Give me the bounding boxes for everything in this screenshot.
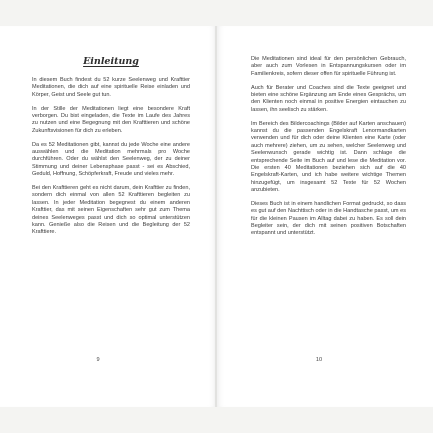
page-number: 10 [315,357,323,363]
paragraph: Bei den Krafttieren geht es nicht darum, dein Krafttier zu finden, sondern dich einmal von allen 52 Krafttieren begleiten zu lassen. In jeder Meditation begegnest du einem anderen Krafttier, das mit seinen Eigenschaften sehr gut zum Thema deines Seelenweges passt und dich so optimal unterstützen kann. Genieße also die Reisen und die Begleitung der 52 Krafttiere. [32,185,190,236]
paragraph: Da es 52 Meditationen gibt, kannst du jede Woche eine andere auswählen und die Meditation mehrmals pro Woche durchführen. Oder du wählst den Seelenweg, der zu deiner Stimmung und deiner Lebensphase passt - sei es Abschied, Geduld, Hoffnung, Schöpferkraft, Freude und vieles mehr. [32,141,190,178]
paragraph: Dieses Buch ist in einem handlichen Format gedruckt, so dass es gut auf den Nachttisch oder in die Handtasche passt, um es für die kleinen Pausen im Alltag dabei zu haben. Es soll dein Begleiter sein, der dich mit seinen positiven Botschaften entspannt und unterstützt. [251,200,406,237]
paragraph: Die Meditationen sind ideal für den persönlichen Gebrauch, aber auch zum Vorlesen in Entspannungskursen oder im Familienkreis, sofern dieser offen für spirituelle Führung ist. [251,56,406,77]
right-page-content [251,56,406,244]
left-page [0,26,216,407]
paragraph: In diesem Buch findest du 52 kurze Seelenweg und Krafttier Meditationen, die dich auf eine spirituelle Reise einladen und Körper, Geist und Seele gut tun. [32,77,190,98]
chapter-title: Einleitung [83,56,139,67]
paragraph: Im Bereich des Bildercoachings (Bilder auf Karten anschauen) kannst du die passenden Engelskraft Lenormandkarten verwenden und für dich oder deine Klienten eine Karte (oder auch mehrere) ziehen, um zu sehen, welcher Seelenweg und Seelenwunsch gerade wichtig ist. Dann schlage die entsprechende Seite im Buch auf und lese die Meditation vor. Die ersten 40 Meditationen beziehen sich auf die 40 Engelskraft-Karten, und ich habe weitere wichtige Themen hinzugefügt, um insgesamt 52 Texte für 52 Wochen anzubieten. [251,120,406,193]
paragraph: In der Stille der Meditationen liegt eine besondere Kraft verborgen. Du bist eingeladen, die Texte im Laufe des Jahres zu nutzen und eine Begegnung mit den Krafttieren und schöne Zukunftsvisionen für dich zu erleben. [32,105,190,134]
left-page-content [32,56,190,243]
paragraph: Auch für Berater und Coaches sind die Texte geeignet und bieten eine schöne Ergänzung am Ende eines Gesprächs, um den Klienten noch einmal in positive Energien eintauchen zu lassen, ihn seelisch zu stärken. [251,84,406,113]
right-page [217,26,433,407]
page-number: 9 [96,357,100,363]
